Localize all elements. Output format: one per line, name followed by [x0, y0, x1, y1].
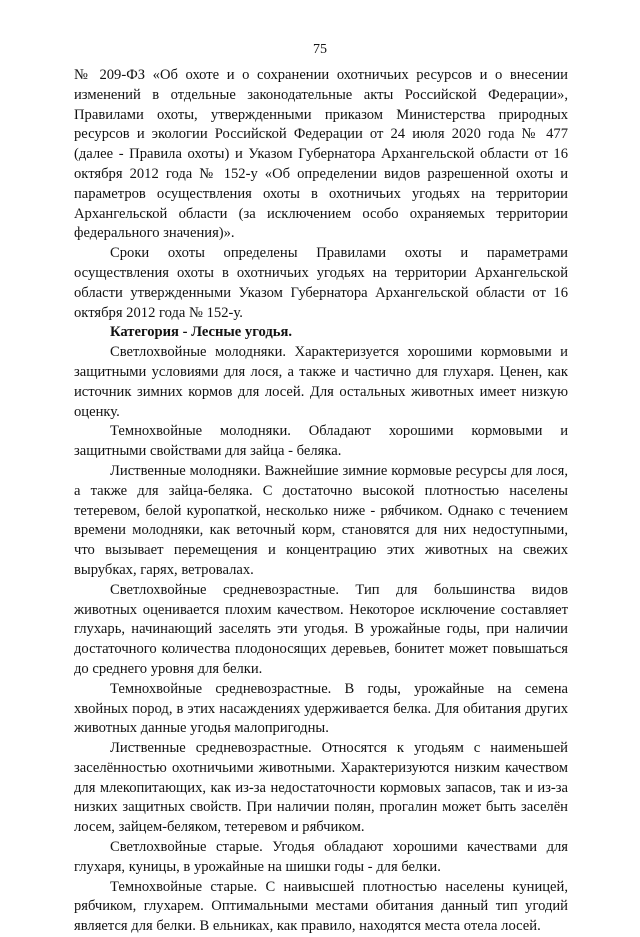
- body-text: [74, 66, 568, 937]
- paragraph-deciduous-young: Лиственные молодняки. Важнейшие зимние кормовые ресурсы для лося, а также для зайца-беляка. С достаточно высокой плотностью населены тетеревом, белой куропаткой, несколько ниже - рябчиком. Однако с течением времени молодняки, как веточный корм, становятся для них недоступными, что вызывает перемещения и концентрацию этих животных на свежих вырубках, гарях, ветровалах.: [74, 462, 568, 578]
- paragraph-light-conifer-old: Светлохвойные старые. Угодья обладают хорошими качествами для глухаря, куницы, в урожайные на шишки годы - для белки.: [74, 839, 568, 875]
- category-heading: Категория - Лесные угодья.: [110, 324, 293, 341]
- paragraph-hunting-dates: Сроки охоты определены Правилами охоты и параметрами осуществления охоты в охотничьих угодьях на территории Архангельской области утвержденными Указом Губернатора Архангельской области от 16 октября 2012 года № 152-у.: [74, 245, 568, 321]
- paragraph-light-conifer-middle: Светлохвойные средневозрастные. Тип для большинства видов животных оценивается плохим качеством. Некоторое исключение составляет глухарь, начинающий заселять эти угодья. В урожайные годы, при наличии достаточного количества плодоносящих деревьев, бонитет может повышаться до среднего уровня для белки.: [74, 581, 568, 677]
- page-number: 75: [313, 42, 327, 57]
- paragraph-light-conifer-young: Светлохвойные молодняки. Характеризуется хорошими кормовыми и защитными условиями для лося, а также и частично для глухаря. Ценен, как источник зимних кормов для лосей. Для остальных животных имеет низкую оценку.: [74, 344, 568, 420]
- paragraph-dark-conifer-old: Темнохвойные старые. С наивысшей плотностью населены куницей, рябчиком, глухарем. Оптимальными местами обитания данный тип угодий является для белки. В ельниках, как правило, находятся места отела лосей.: [74, 878, 568, 935]
- paragraph-dark-conifer-young: Темнохвойные молодняки. Обладают хорошими кормовыми и защитными свойствами для зайца - беляка.: [74, 423, 568, 460]
- paragraph-deciduous-middle: Лиственные средневозрастные. Относятся к угодьям с наименьшей заселённостью охотничьими животными. Характеризуются низким качеством для млекопитающих, как из-за недостаточности кормовых запасов, так и из-за низких защитных свойств. При наличии полян, прогалин может быть заселён лосем, зайцем-беляком, тетеревом и рябчиком.: [74, 740, 568, 836]
- paragraph-dark-conifer-middle: Темнохвойные средневозрастные. В годы, урожайные на семена хвойных пород, в этих насаждениях удерживается белка. Для обитания других животных данные угодья малопригодны.: [74, 680, 568, 737]
- paragraph-law-reference: № 209-ФЗ «Об охоте и о сохранении охотничьих ресурсов и о внесении изменений в отдельные законодательные акты Российской Федерации», Правилами охоты, утвержденными приказом Министерства природных ресурсов и экологии Российской Федерации от 24 июля 2020 года № 477 (далее - Правила охоты) и Указом Губернатора Архангельской области от 16 октября 2012 года № 152-у «Об определении видов разрешенной охоты и параметров осуществления охоты в охотничьих угодьях на территории Архангельской области (за исключением особо охраняемых территории федерального значения)».: [74, 67, 568, 242]
